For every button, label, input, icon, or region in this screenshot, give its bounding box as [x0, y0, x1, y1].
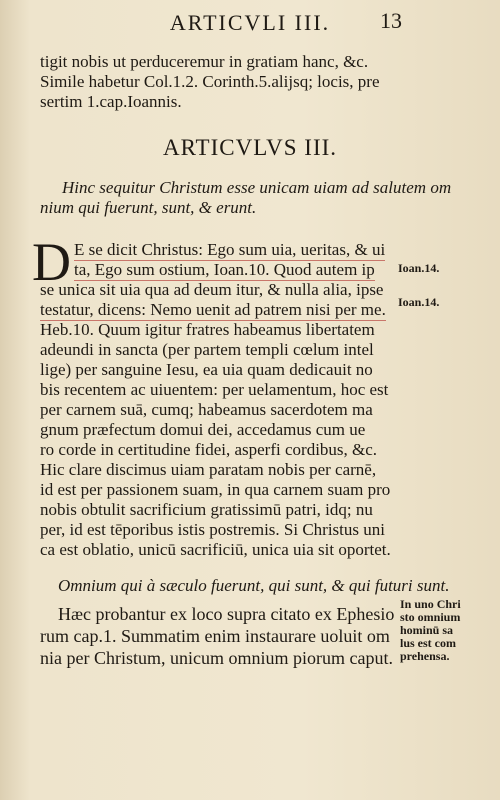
body-line: lige) per sanguine Iesu, ea uia quam dedicauit no — [40, 360, 373, 379]
side-note-line: In uno Chri — [400, 597, 461, 611]
body-line: Hic clare discimus uiam paratam nobis per carnē, — [40, 460, 377, 479]
text-line: tigit nobis ut perduceremur in gratiam hanc, &c. — [40, 52, 369, 71]
summary-line: Hinc sequitur Christum esse unicam uiam ad salutem om — [62, 178, 452, 197]
text-line: Simile habetur Col.1.2. Corinth.5.alijsq; locis, pre — [40, 72, 380, 91]
body-line: per carnem suā, cumq; habeamus sacerdotem ma — [40, 400, 373, 419]
body-line: id est per passionem suam, in qua carnem suam pro — [40, 480, 391, 499]
body-line: gnum præfectum domui dei, accedamus cum ue — [40, 420, 366, 439]
side-note-line: lus est com — [400, 636, 456, 650]
body-line: ro corde in certitudine fidei, asperfi cordibus, &c. — [40, 440, 378, 459]
body-line: bis recentem ac uiuentem: per uelamentum, hoc est — [40, 380, 389, 399]
side-note-line: prehensa. — [400, 649, 450, 663]
margin-reference: Ioan.14. — [398, 295, 440, 309]
side-note-line: sto omnium — [400, 610, 461, 624]
body-line: nia per Christum, unicum omnium piorum caput. — [40, 648, 393, 668]
body-line: nobis obtulit sacrificium gratissimū patri, idq; nu — [40, 500, 373, 519]
body-line: rum cap.1. Summatim enim instaurare uoluit om — [40, 626, 390, 646]
body-line: E se dicit Christus: Ego sum uia, ueritas, & ui — [74, 240, 386, 259]
page-number: 13 — [380, 8, 402, 33]
body-line: ca est oblatio, unicū sacrificiū, unica uia sit oportet. — [40, 540, 391, 559]
body-line: testatur, dicens: Nemo uenit ad patrem nisi per me. — [40, 300, 386, 319]
body-line: se unica sit uia qua ad deum itur, & nulla alia, ipse — [40, 280, 384, 299]
text-line: sertim 1.cap.Ioannis. — [40, 92, 182, 111]
margin-reference: Ioan.14. — [398, 261, 440, 275]
running-header: ARTICVLI III. — [169, 10, 331, 35]
body-line: Heb.10. Quum igitur fratres habeamus libertatem — [40, 320, 375, 339]
side-note-line: hominū sa — [400, 623, 454, 637]
body-line: ta, Ego sum ostium, Ioan.10. Quod autem ip — [74, 260, 375, 279]
summary-line: nium qui fuerunt, sunt, & erunt. — [40, 198, 257, 217]
body-line: Hæc probantur ex loco supra citato ex Ephesio — [58, 604, 395, 624]
body-line: adeundi in sancta (per partem templi cœlum intel — [40, 340, 374, 359]
body-line: per, id est tēporibus istis postremis. Si Christus uni — [40, 520, 385, 539]
summary-line: Omnium qui à sæculo fuerunt, qui sunt, & qui futuri sunt. — [58, 576, 450, 595]
section-title: ARTICVLVS III. — [162, 135, 338, 160]
drop-cap: D — [32, 232, 71, 292]
